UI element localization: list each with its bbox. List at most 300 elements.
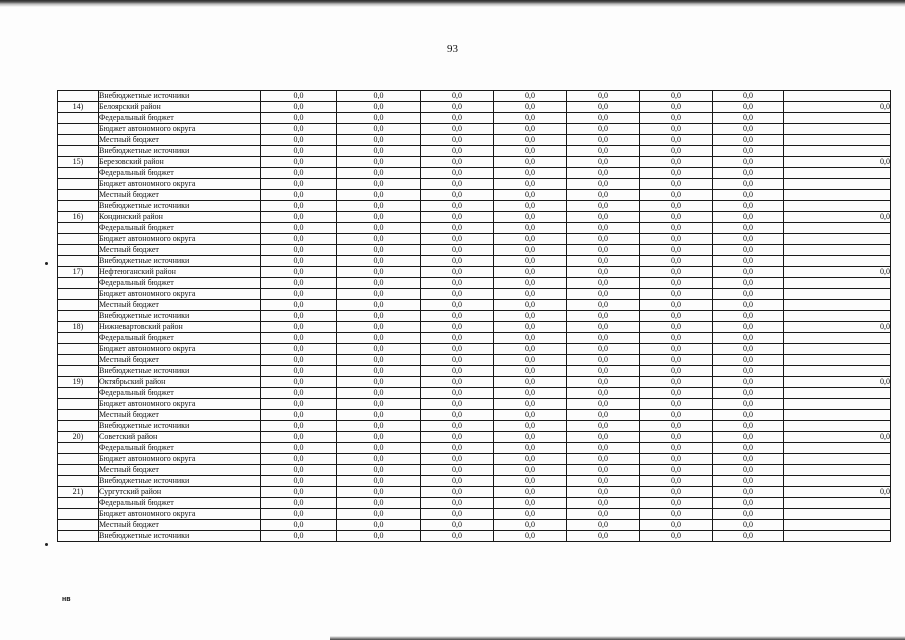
value-cell: 0,0 xyxy=(567,344,640,355)
value-cell: 0,0 xyxy=(494,245,567,256)
value-cell: 0,0 xyxy=(337,234,421,245)
value-cell: 0,0 xyxy=(494,179,567,190)
row-number-cell xyxy=(58,289,99,300)
value-cell: 0,0 xyxy=(261,102,337,113)
value-cell: 0,0 xyxy=(640,256,713,267)
row-number-cell xyxy=(58,201,99,212)
value-cell: 0,0 xyxy=(494,267,567,278)
row-name-cell: Нефтеюганский район xyxy=(99,267,261,278)
row-name-cell: Бюджет автономного округа xyxy=(99,289,261,300)
total-cell xyxy=(784,399,891,410)
value-cell: 0,0 xyxy=(494,355,567,366)
row-number-cell xyxy=(58,124,99,135)
value-cell: 0,0 xyxy=(494,377,567,388)
row-number-cell xyxy=(58,388,99,399)
table-row xyxy=(58,289,891,300)
value-cell: 0,0 xyxy=(494,432,567,443)
value-cell: 0,0 xyxy=(494,146,567,157)
row-name-cell: Советский район xyxy=(99,432,261,443)
value-cell: 0,0 xyxy=(337,333,421,344)
value-cell: 0,0 xyxy=(640,520,713,531)
value-cell: 0,0 xyxy=(261,344,337,355)
row-name-cell: Местный бюджет xyxy=(99,135,261,146)
value-cell: 0,0 xyxy=(337,355,421,366)
value-cell: 0,0 xyxy=(261,311,337,322)
value-cell: 0,0 xyxy=(261,531,337,542)
total-cell: 0,0 xyxy=(784,212,891,223)
value-cell: 0,0 xyxy=(567,465,640,476)
row-name-cell: Внебюджетные источники xyxy=(99,146,261,157)
row-name-cell: Федеральный бюджет xyxy=(99,498,261,509)
table-row xyxy=(58,421,891,432)
value-cell: 0,0 xyxy=(421,256,494,267)
value-cell: 0,0 xyxy=(421,465,494,476)
table-row xyxy=(58,498,891,509)
row-name-cell: Внебюджетные источники xyxy=(99,311,261,322)
value-cell: 0,0 xyxy=(421,322,494,333)
value-cell: 0,0 xyxy=(261,190,337,201)
table-row xyxy=(58,377,891,388)
value-cell: 0,0 xyxy=(713,509,784,520)
value-cell: 0,0 xyxy=(713,322,784,333)
row-number-cell xyxy=(58,476,99,487)
value-cell: 0,0 xyxy=(494,256,567,267)
value-cell: 0,0 xyxy=(261,410,337,421)
value-cell: 0,0 xyxy=(261,179,337,190)
value-cell: 0,0 xyxy=(567,256,640,267)
row-name-cell: Бюджет автономного округа xyxy=(99,344,261,355)
value-cell: 0,0 xyxy=(421,487,494,498)
value-cell: 0,0 xyxy=(421,124,494,135)
row-name-cell: Федеральный бюджет xyxy=(99,443,261,454)
value-cell: 0,0 xyxy=(567,476,640,487)
table-row xyxy=(58,333,891,344)
value-cell: 0,0 xyxy=(713,410,784,421)
value-cell: 0,0 xyxy=(494,135,567,146)
value-cell: 0,0 xyxy=(713,234,784,245)
table-row xyxy=(58,465,891,476)
table-row xyxy=(58,531,891,542)
value-cell: 0,0 xyxy=(421,333,494,344)
total-cell xyxy=(784,179,891,190)
value-cell: 0,0 xyxy=(261,91,337,102)
table-row xyxy=(58,135,891,146)
value-cell: 0,0 xyxy=(337,124,421,135)
value-cell: 0,0 xyxy=(337,256,421,267)
value-cell: 0,0 xyxy=(421,520,494,531)
value-cell: 0,0 xyxy=(567,190,640,201)
value-cell: 0,0 xyxy=(713,256,784,267)
value-cell: 0,0 xyxy=(337,476,421,487)
row-number-cell: 15) xyxy=(58,157,99,168)
row-number-cell xyxy=(58,256,99,267)
value-cell: 0,0 xyxy=(421,113,494,124)
table-row xyxy=(58,113,891,124)
value-cell: 0,0 xyxy=(261,498,337,509)
value-cell: 0,0 xyxy=(713,498,784,509)
row-number-cell xyxy=(58,498,99,509)
value-cell: 0,0 xyxy=(494,366,567,377)
value-cell: 0,0 xyxy=(567,531,640,542)
value-cell: 0,0 xyxy=(494,520,567,531)
value-cell: 0,0 xyxy=(261,124,337,135)
table-row xyxy=(58,520,891,531)
row-number-cell: 19) xyxy=(58,377,99,388)
total-cell: 0,0 xyxy=(784,432,891,443)
value-cell: 0,0 xyxy=(494,322,567,333)
row-number-cell xyxy=(58,91,99,102)
value-cell: 0,0 xyxy=(337,487,421,498)
value-cell: 0,0 xyxy=(713,146,784,157)
total-cell xyxy=(784,454,891,465)
value-cell: 0,0 xyxy=(337,509,421,520)
value-cell: 0,0 xyxy=(640,135,713,146)
total-cell xyxy=(784,410,891,421)
value-cell: 0,0 xyxy=(713,476,784,487)
value-cell: 0,0 xyxy=(567,410,640,421)
value-cell: 0,0 xyxy=(337,443,421,454)
value-cell: 0,0 xyxy=(421,344,494,355)
table-row xyxy=(58,443,891,454)
row-number-cell: 21) xyxy=(58,487,99,498)
table-row xyxy=(58,234,891,245)
value-cell: 0,0 xyxy=(421,476,494,487)
row-number-cell xyxy=(58,454,99,465)
scan-edge-bottom xyxy=(330,636,905,640)
value-cell: 0,0 xyxy=(337,267,421,278)
value-cell: 0,0 xyxy=(640,476,713,487)
total-cell xyxy=(784,509,891,520)
value-cell: 0,0 xyxy=(640,113,713,124)
value-cell: 0,0 xyxy=(640,509,713,520)
value-cell: 0,0 xyxy=(494,421,567,432)
table-row xyxy=(58,91,891,102)
table-row xyxy=(58,168,891,179)
value-cell: 0,0 xyxy=(567,113,640,124)
value-cell: 0,0 xyxy=(337,223,421,234)
value-cell: 0,0 xyxy=(421,399,494,410)
total-cell xyxy=(784,531,891,542)
value-cell: 0,0 xyxy=(640,465,713,476)
value-cell: 0,0 xyxy=(494,201,567,212)
stray-dot xyxy=(45,262,48,265)
value-cell: 0,0 xyxy=(713,377,784,388)
value-cell: 0,0 xyxy=(640,454,713,465)
value-cell: 0,0 xyxy=(421,245,494,256)
value-cell: 0,0 xyxy=(261,366,337,377)
value-cell: 0,0 xyxy=(640,168,713,179)
total-cell xyxy=(784,256,891,267)
value-cell: 0,0 xyxy=(337,388,421,399)
table-row xyxy=(58,366,891,377)
value-cell: 0,0 xyxy=(421,388,494,399)
value-cell: 0,0 xyxy=(713,520,784,531)
value-cell: 0,0 xyxy=(421,509,494,520)
value-cell: 0,0 xyxy=(713,355,784,366)
value-cell: 0,0 xyxy=(337,377,421,388)
value-cell: 0,0 xyxy=(337,410,421,421)
value-cell: 0,0 xyxy=(494,278,567,289)
row-number-cell xyxy=(58,179,99,190)
row-name-cell: Местный бюджет xyxy=(99,410,261,421)
value-cell: 0,0 xyxy=(337,465,421,476)
value-cell: 0,0 xyxy=(640,355,713,366)
row-name-cell: Бюджет автономного округа xyxy=(99,509,261,520)
table-row xyxy=(58,190,891,201)
value-cell: 0,0 xyxy=(640,498,713,509)
row-name-cell: Федеральный бюджет xyxy=(99,223,261,234)
row-name-cell: Кондинский район xyxy=(99,212,261,223)
value-cell: 0,0 xyxy=(640,267,713,278)
value-cell: 0,0 xyxy=(567,135,640,146)
value-cell: 0,0 xyxy=(494,465,567,476)
value-cell: 0,0 xyxy=(337,190,421,201)
value-cell: 0,0 xyxy=(337,278,421,289)
row-number-cell: 18) xyxy=(58,322,99,333)
total-cell xyxy=(784,245,891,256)
value-cell: 0,0 xyxy=(567,201,640,212)
value-cell: 0,0 xyxy=(640,366,713,377)
value-cell: 0,0 xyxy=(421,454,494,465)
row-number-cell xyxy=(58,234,99,245)
value-cell: 0,0 xyxy=(567,168,640,179)
value-cell: 0,0 xyxy=(713,366,784,377)
value-cell: 0,0 xyxy=(640,91,713,102)
value-cell: 0,0 xyxy=(494,113,567,124)
value-cell: 0,0 xyxy=(261,157,337,168)
value-cell: 0,0 xyxy=(261,289,337,300)
row-number-cell xyxy=(58,146,99,157)
value-cell: 0,0 xyxy=(261,487,337,498)
value-cell: 0,0 xyxy=(640,531,713,542)
row-number-cell xyxy=(58,245,99,256)
value-cell: 0,0 xyxy=(494,333,567,344)
value-cell: 0,0 xyxy=(567,223,640,234)
value-cell: 0,0 xyxy=(421,179,494,190)
value-cell: 0,0 xyxy=(640,399,713,410)
value-cell: 0,0 xyxy=(261,168,337,179)
value-cell: 0,0 xyxy=(261,245,337,256)
value-cell: 0,0 xyxy=(421,531,494,542)
value-cell: 0,0 xyxy=(421,443,494,454)
value-cell: 0,0 xyxy=(261,388,337,399)
value-cell: 0,0 xyxy=(337,300,421,311)
total-cell: 0,0 xyxy=(784,157,891,168)
value-cell: 0,0 xyxy=(421,432,494,443)
row-name-cell: Внебюджетные источники xyxy=(99,421,261,432)
row-number-cell xyxy=(58,344,99,355)
value-cell: 0,0 xyxy=(337,146,421,157)
value-cell: 0,0 xyxy=(421,421,494,432)
value-cell: 0,0 xyxy=(421,377,494,388)
value-cell: 0,0 xyxy=(567,212,640,223)
value-cell: 0,0 xyxy=(337,113,421,124)
value-cell: 0,0 xyxy=(713,311,784,322)
value-cell: 0,0 xyxy=(640,289,713,300)
row-name-cell: Федеральный бюджет xyxy=(99,113,261,124)
row-number-cell xyxy=(58,190,99,201)
value-cell: 0,0 xyxy=(567,267,640,278)
row-name-cell: Местный бюджет xyxy=(99,520,261,531)
value-cell: 0,0 xyxy=(567,520,640,531)
value-cell: 0,0 xyxy=(337,91,421,102)
value-cell: 0,0 xyxy=(261,234,337,245)
value-cell: 0,0 xyxy=(421,311,494,322)
table-row xyxy=(58,146,891,157)
value-cell: 0,0 xyxy=(261,476,337,487)
value-cell: 0,0 xyxy=(567,311,640,322)
value-cell: 0,0 xyxy=(640,333,713,344)
value-cell: 0,0 xyxy=(713,388,784,399)
value-cell: 0,0 xyxy=(421,366,494,377)
value-cell: 0,0 xyxy=(713,454,784,465)
value-cell: 0,0 xyxy=(494,212,567,223)
value-cell: 0,0 xyxy=(337,432,421,443)
value-cell: 0,0 xyxy=(261,454,337,465)
value-cell: 0,0 xyxy=(337,201,421,212)
value-cell: 0,0 xyxy=(261,223,337,234)
value-cell: 0,0 xyxy=(261,201,337,212)
value-cell: 0,0 xyxy=(421,278,494,289)
value-cell: 0,0 xyxy=(337,135,421,146)
value-cell: 0,0 xyxy=(494,454,567,465)
scan-edge-top xyxy=(0,0,905,7)
value-cell: 0,0 xyxy=(494,157,567,168)
footer-mark: нв xyxy=(62,596,71,603)
value-cell: 0,0 xyxy=(567,432,640,443)
value-cell: 0,0 xyxy=(640,201,713,212)
value-cell: 0,0 xyxy=(337,179,421,190)
value-cell: 0,0 xyxy=(567,300,640,311)
row-number-cell xyxy=(58,509,99,520)
value-cell: 0,0 xyxy=(640,157,713,168)
table-row xyxy=(58,201,891,212)
value-cell: 0,0 xyxy=(567,421,640,432)
table-row xyxy=(58,311,891,322)
value-cell: 0,0 xyxy=(337,168,421,179)
value-cell: 0,0 xyxy=(713,531,784,542)
value-cell: 0,0 xyxy=(261,256,337,267)
value-cell: 0,0 xyxy=(421,410,494,421)
table-row xyxy=(58,102,891,113)
value-cell: 0,0 xyxy=(421,168,494,179)
value-cell: 0,0 xyxy=(713,190,784,201)
value-cell: 0,0 xyxy=(494,234,567,245)
row-number-cell xyxy=(58,168,99,179)
table-row xyxy=(58,454,891,465)
value-cell: 0,0 xyxy=(567,377,640,388)
row-name-cell: Внебюджетные источники xyxy=(99,476,261,487)
value-cell: 0,0 xyxy=(494,443,567,454)
value-cell: 0,0 xyxy=(421,201,494,212)
value-cell: 0,0 xyxy=(421,223,494,234)
value-cell: 0,0 xyxy=(494,487,567,498)
value-cell: 0,0 xyxy=(337,531,421,542)
value-cell: 0,0 xyxy=(421,190,494,201)
value-cell: 0,0 xyxy=(261,377,337,388)
table-row xyxy=(58,399,891,410)
row-number-cell xyxy=(58,300,99,311)
value-cell: 0,0 xyxy=(640,223,713,234)
value-cell: 0,0 xyxy=(567,278,640,289)
value-cell: 0,0 xyxy=(567,333,640,344)
table-row xyxy=(58,300,891,311)
row-name-cell: Белоярский район xyxy=(99,102,261,113)
value-cell: 0,0 xyxy=(494,410,567,421)
row-number-cell xyxy=(58,223,99,234)
value-cell: 0,0 xyxy=(713,267,784,278)
value-cell: 0,0 xyxy=(640,146,713,157)
value-cell: 0,0 xyxy=(640,487,713,498)
value-cell: 0,0 xyxy=(421,234,494,245)
total-cell xyxy=(784,223,891,234)
value-cell: 0,0 xyxy=(713,432,784,443)
page-number: 93 xyxy=(447,43,458,55)
value-cell: 0,0 xyxy=(421,355,494,366)
value-cell: 0,0 xyxy=(567,146,640,157)
value-cell: 0,0 xyxy=(713,344,784,355)
value-cell: 0,0 xyxy=(494,190,567,201)
value-cell: 0,0 xyxy=(640,190,713,201)
value-cell: 0,0 xyxy=(640,443,713,454)
row-name-cell: Нижневартовский район xyxy=(99,322,261,333)
row-number-cell xyxy=(58,399,99,410)
value-cell: 0,0 xyxy=(337,245,421,256)
row-number-cell xyxy=(58,520,99,531)
value-cell: 0,0 xyxy=(567,234,640,245)
total-cell xyxy=(784,289,891,300)
row-number-cell xyxy=(58,113,99,124)
total-cell xyxy=(784,91,891,102)
table-row xyxy=(58,223,891,234)
value-cell: 0,0 xyxy=(567,498,640,509)
total-cell xyxy=(784,278,891,289)
value-cell: 0,0 xyxy=(567,399,640,410)
value-cell: 0,0 xyxy=(640,410,713,421)
table-row xyxy=(58,179,891,190)
row-name-cell: Внебюджетные источники xyxy=(99,201,261,212)
value-cell: 0,0 xyxy=(261,520,337,531)
row-number-cell xyxy=(58,443,99,454)
value-cell: 0,0 xyxy=(421,267,494,278)
row-name-cell: Бюджет автономного округа xyxy=(99,179,261,190)
value-cell: 0,0 xyxy=(567,157,640,168)
row-name-cell: Березовский район xyxy=(99,157,261,168)
total-cell xyxy=(784,520,891,531)
row-name-cell: Федеральный бюджет xyxy=(99,278,261,289)
value-cell: 0,0 xyxy=(713,487,784,498)
total-cell xyxy=(784,333,891,344)
row-number-cell xyxy=(58,135,99,146)
value-cell: 0,0 xyxy=(494,300,567,311)
stray-dot xyxy=(45,543,48,546)
value-cell: 0,0 xyxy=(567,454,640,465)
row-number-cell xyxy=(58,465,99,476)
row-number-cell: 14) xyxy=(58,102,99,113)
value-cell: 0,0 xyxy=(713,179,784,190)
row-name-cell: Внебюджетные источники xyxy=(99,366,261,377)
value-cell: 0,0 xyxy=(567,509,640,520)
value-cell: 0,0 xyxy=(494,168,567,179)
row-number-cell xyxy=(58,531,99,542)
value-cell: 0,0 xyxy=(567,91,640,102)
value-cell: 0,0 xyxy=(640,179,713,190)
table-row xyxy=(58,278,891,289)
value-cell: 0,0 xyxy=(713,168,784,179)
value-cell: 0,0 xyxy=(337,102,421,113)
value-cell: 0,0 xyxy=(337,366,421,377)
table-row xyxy=(58,487,891,498)
